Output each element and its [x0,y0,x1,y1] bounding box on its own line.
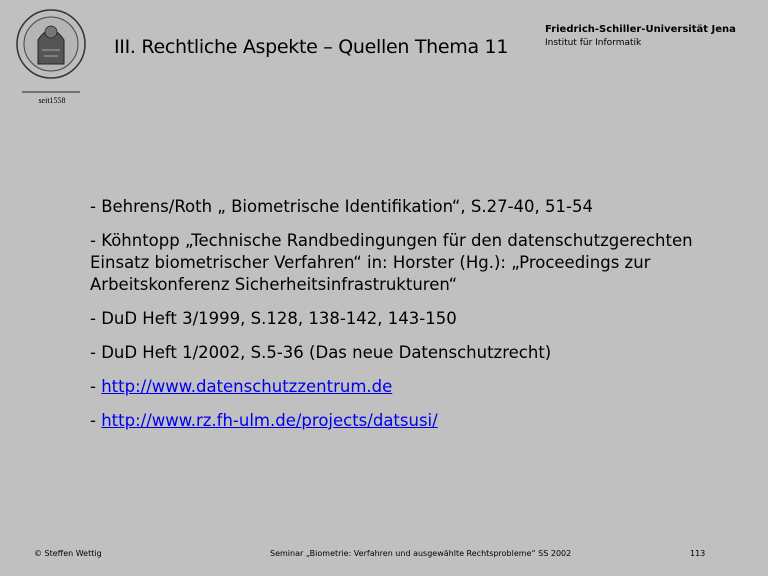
university-seal-logo [14,6,88,106]
reference-link-item [90,376,740,398]
reference-link-item [90,410,740,432]
footer-seminar: Seminar „Biometrie: Verfahren und ausgewählte Rechtsprobleme“ SS 2002 [270,549,572,558]
reference-item: - Behrens/Roth „ Biometrische Identifikation“, S.27-40, 51-54 [90,197,593,216]
datenschutzzentrum-link[interactable]: http://www.datenschutzzentrum.de [101,377,393,396]
reference-item: - Köhntopp „Technische Randbedingungen für den datenschutzgerechten Einsatz biometrischer Verfahren“ in: Horster (Hg.): „Proceedings zur Arbeitskonferenz Sicherheitsinfrastrukturen“ [90,231,693,294]
link-prefix: - [90,411,102,430]
reference-item: - DuD Heft 1/2002, S.5-36 (Das neue Datenschutzrecht) [90,343,552,362]
footer-author: © Steffen Wettig [34,549,102,558]
footer-page-number: 113 [690,549,706,558]
link-prefix: - [90,377,102,396]
reference-list [90,196,740,444]
institute-name: Institut für Informatik [545,38,642,48]
fh-ulm-datsusi-link[interactable]: http://www.rz.fh-ulm.de/projects/datsusi/ [101,411,438,430]
seal-caption: seit1558 [38,96,66,105]
university-name: Friedrich-Schiller-Universität Jena [545,24,736,35]
slide-title: III. Rechtliche Aspekte – Quellen Thema 11 [114,36,509,58]
reference-item: - DuD Heft 3/1999, S.128, 138-142, 143-150 [90,309,457,328]
